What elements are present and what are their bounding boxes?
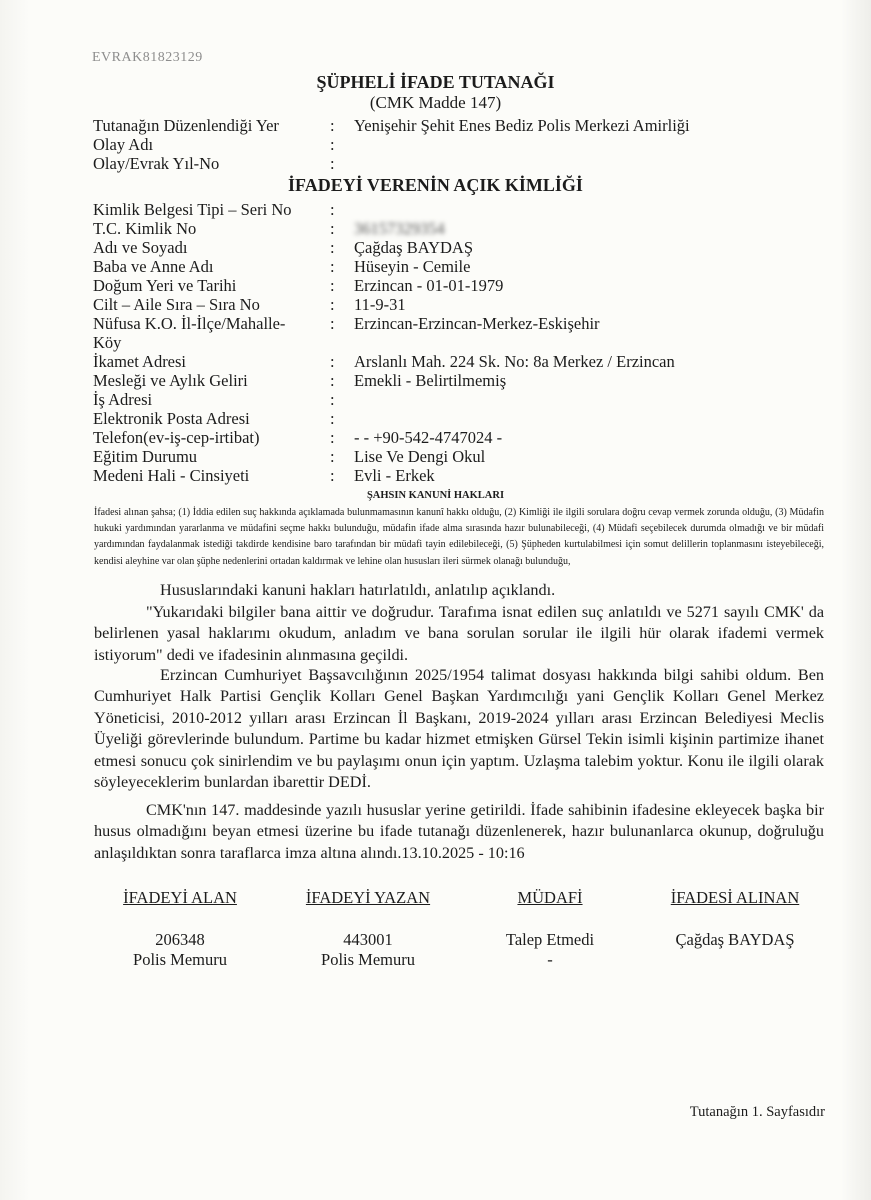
document-subtitle: (CMK Madde 147) bbox=[369, 93, 502, 112]
meta-separator: : bbox=[330, 116, 335, 135]
identity-separator: : bbox=[330, 466, 335, 485]
signature-line-2: Polis Memuru bbox=[321, 950, 415, 969]
meta-label: Olay Adı bbox=[93, 135, 154, 154]
identity-label: Kimlik Belgesi Tipi – Seri No bbox=[93, 200, 292, 219]
document-title: ŞÜPHELİ İFADE TUTANAĞI bbox=[316, 72, 555, 92]
identity-separator: : bbox=[330, 276, 335, 295]
identity-label: Cilt – Aile Sıra – Sıra No bbox=[93, 295, 260, 314]
signature-line-2: Polis Memuru bbox=[133, 950, 227, 969]
identity-value: Erzincan-Erzincan-Merkez-Eskişehir bbox=[354, 314, 600, 333]
identity-row bbox=[93, 371, 813, 390]
identity-row bbox=[93, 352, 813, 371]
identity-label: Doğum Yeri ve Tarihi bbox=[93, 276, 237, 295]
identity-label: Telefon(ev-iş-cep-irtibat) bbox=[93, 428, 260, 447]
identity-value: Arslanlı Mah. 224 Sk. No: 8a Merkez / Erzincan bbox=[354, 352, 675, 371]
signature-block-counsel bbox=[470, 888, 630, 970]
identity-value: Çağdaş BAYDAŞ bbox=[354, 238, 474, 257]
tc-number-redacted: 36157329354 bbox=[354, 219, 445, 238]
identity-value: Lise Ve Dengi Okul bbox=[354, 447, 486, 466]
identity-value: Erzincan - 01-01-1979 bbox=[354, 276, 504, 295]
identity-value: Hüseyin - Cemile bbox=[354, 257, 471, 276]
identity-separator: : bbox=[330, 409, 335, 428]
identity-row bbox=[93, 238, 813, 257]
identity-section bbox=[93, 200, 813, 485]
identity-label: Adı ve Soyadı bbox=[93, 238, 188, 257]
signature-block-writer bbox=[288, 888, 448, 970]
identity-row bbox=[93, 409, 813, 428]
meta-row bbox=[93, 135, 813, 154]
identity-label: T.C. Kimlik No bbox=[93, 219, 197, 238]
identity-separator: : bbox=[330, 314, 335, 333]
identity-row bbox=[93, 276, 813, 295]
identity-row bbox=[93, 257, 813, 276]
identity-separator: : bbox=[330, 257, 335, 276]
identity-separator: : bbox=[330, 428, 335, 447]
identity-value: 11-9-31 bbox=[354, 295, 406, 314]
signature-line-1: Talep Etmedi bbox=[505, 930, 595, 949]
rights-text: İfadesi alınan şahsa; (1) İddia edilen suç hakkında açıklamada bulunmamasının kanunî hakkı olduğu, (2) Kimliği ile ilgili sorulara doğru cevap vermek zorunda olduğu, (3) Müdafin hukuki yardımından yararlanma ve müdafini seçme hakkı bulunduğu, müdafin ifade alma sırasında hazır bulunabileceği, (4) Müdafi seçebilecek durumda olmadığı ve bir müdafi yardımından faydalanmak istediği takdirde kendisine baro tarafından bir müdafi tayin edilebileceği, (5) Şüpheden kurtulabilmesi için somut delillerin toplanmasını isteyebileceği, kendisi aleyhine var olan şüphe nedenlerini ortadan kaldırmak ve lehine olan hususları ileri sürmek olanağı bulunduğu, bbox=[94, 507, 824, 567]
signature-heading: İFADEYİ YAZAN bbox=[305, 888, 431, 907]
meta-section bbox=[93, 116, 813, 173]
identity-value: Emekli - Belirtilmemiş bbox=[354, 371, 507, 390]
identity-row bbox=[93, 314, 813, 333]
signature-heading: İFADEYİ ALAN bbox=[123, 888, 237, 907]
identity-row bbox=[93, 295, 813, 314]
meta-label: Tutanağın Düzenlendiği Yer bbox=[93, 116, 279, 135]
signature-heading: MÜDAFİ bbox=[517, 888, 583, 907]
signature-block-taker bbox=[100, 888, 260, 970]
identity-separator: : bbox=[330, 238, 335, 257]
identity-value: Evli - Erkek bbox=[354, 466, 435, 485]
meta-row bbox=[93, 154, 813, 173]
meta-row bbox=[93, 116, 813, 135]
signature-heading: İFADESİ ALINAN bbox=[670, 888, 800, 907]
identity-label: Baba ve Anne Adı bbox=[93, 257, 214, 276]
identity-label: Elektronik Posta Adresi bbox=[93, 409, 250, 428]
body-paragraph-4: CMK'nın 147. maddesinde yazılı hususlar yerine getirildi. İfade sahibinin ifadesine ekleyecek başka bir husus olmadığını beyan etmesi üzerine bu ifade tutanağı düzenlenerek, hazır bulunanlarca okunup, doğruluğu anlaşıldıktan sonra taraflarca imza altına alındı.13.10.2025 - 10:16 bbox=[94, 801, 824, 862]
signature-block-deponent bbox=[655, 888, 815, 950]
identity-row bbox=[93, 428, 813, 447]
identity-separator: : bbox=[330, 295, 335, 314]
identity-row bbox=[93, 390, 813, 409]
identity-label: Mesleği ve Aylık Geliri bbox=[93, 371, 248, 390]
identity-row bbox=[93, 333, 813, 352]
meta-value: Yenişehir Şehit Enes Bediz Polis Merkezi Amirliği bbox=[354, 116, 690, 135]
identity-separator: : bbox=[330, 219, 335, 238]
signature-line-2: - bbox=[547, 950, 553, 969]
body-paragraph-3: Erzincan Cumhuriyet Başsavcılığının 2025/1954 talimat dosyası hakkında bilgi sahibi oldum. Ben Cumhuriyet Halk Partisi Gençlik Kolları Genel Başkan Yardımcılığı yani Gençlik Kolları Genel Merkez Yöneticisi, 2010-2012 yılları arası Erzincan İl Başkanı, 2019-2024 yılları arası Erzincan Belediyesi Meclis Üyeliği görevlerinde bulundum. Partime bu kadar hizmet etmişken Gürsel Tekin isimli kişinin partimize ihanet etmesi sonucu çok sinirlendim ve bu paylaşımı onun için yaptım. Uzlaşma talebim yoktur. Konu ile ilgili olarak söyleyeceklerim bunlardan ibarettir DEDİ. bbox=[94, 666, 824, 792]
identity-separator: : bbox=[330, 200, 335, 219]
signature-line-1: 206348 bbox=[155, 930, 205, 949]
body-paragraph-1: Hususlarındaki kanuni hakları hatırlatıldı, anlatılıp açıklandı. bbox=[160, 581, 556, 599]
meta-separator: : bbox=[330, 154, 335, 173]
identity-row bbox=[93, 200, 813, 219]
identity-label: Eğitim Durumu bbox=[93, 447, 198, 466]
identity-value: - - +90-542-4747024 - bbox=[354, 428, 503, 447]
identity-separator: : bbox=[330, 390, 335, 409]
identity-label: Nüfusa K.O. İl-İlçe/Mahalle- bbox=[93, 314, 286, 333]
identity-label: İş Adresi bbox=[93, 390, 153, 409]
identity-separator: : bbox=[330, 352, 335, 371]
rights-title: ŞAHSIN KANUNİ HAKLARI bbox=[366, 490, 505, 501]
identity-separator: : bbox=[330, 447, 335, 466]
identity-section-title: İFADEYİ VERENİN AÇIK KİMLİĞİ bbox=[288, 175, 583, 195]
signature-line-1: 443001 bbox=[343, 930, 393, 949]
document-number: EVRAK81823129 bbox=[92, 50, 203, 65]
meta-separator: : bbox=[330, 135, 335, 154]
identity-label: İkamet Adresi bbox=[93, 352, 187, 371]
page-footer: Tutanağın 1. Sayfasıdır bbox=[689, 1104, 825, 1120]
identity-label: Medeni Hali - Cinsiyeti bbox=[93, 466, 250, 485]
identity-row bbox=[93, 466, 813, 485]
identity-label: Köy bbox=[93, 333, 122, 352]
identity-row bbox=[93, 219, 813, 238]
meta-label: Olay/Evrak Yıl-No bbox=[93, 154, 220, 173]
body-paragraph-2: "Yukarıdaki bilgiler bana aittir ve doğrudur. Tarafıma isnat edilen suç anlatıldı ve 5271 sayılı CMK' da belirlenen yasal haklarımı okudum, anladım ve bana sorulan sorular ile ilgili hür olarak ifademi vermek istiyorum" dedi ve ifadesinin alınmasına geçildi. bbox=[94, 603, 824, 664]
identity-separator: : bbox=[330, 371, 335, 390]
signature-line-1: Çağdaş BAYDAŞ bbox=[675, 930, 795, 949]
identity-row bbox=[93, 447, 813, 466]
